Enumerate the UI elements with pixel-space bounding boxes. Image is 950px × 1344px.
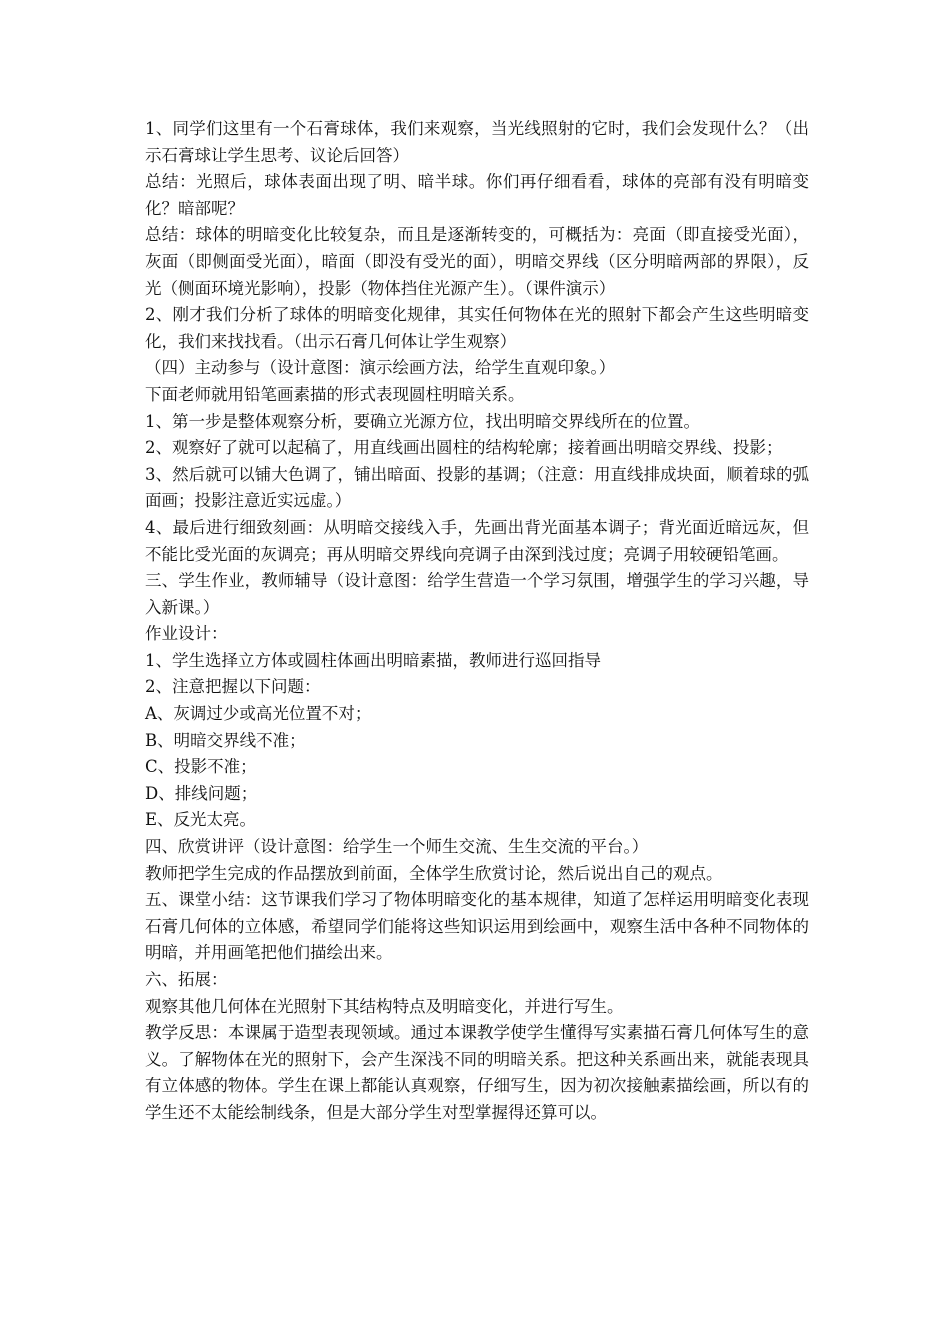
list-item: B、明暗交界线不准； — [145, 730, 306, 750]
section-heading: 六、拓展： — [145, 970, 228, 989]
paragraph: 教师把学生完成的作品摆放到前面，全体学生欣赏讨论，然后说出自己的观点。 — [145, 863, 723, 883]
list-item: 1、学生选择立方体或圆柱体画出明暗素描，教师进行巡回指导 — [145, 650, 601, 670]
list-item: 2、注意把握以下问题： — [145, 677, 321, 697]
section-heading: （四）主动参与（设计意图：演示绘画方法，给学生直观印象。） — [145, 358, 616, 378]
paragraph: 总结：球体的明暗变化比较复杂，而且是逐渐转变的，可概括为：亮面（即直接受光面），灰面（即侧面受光面），暗面（即没有受光的面），明暗交界线（区分明暗两部的界限），反光（侧面环境光影响），投影（物体挡住光源产生）。（课件演示） — [145, 225, 809, 298]
list-item: C、投影不准； — [145, 757, 257, 777]
list-item: D、排线问题； — [145, 783, 258, 803]
list-item: 2、观察好了就可以起稿了，用直线画出圆柱的结构轮廓；接着画出明暗交界线、投影； — [145, 438, 783, 458]
list-item: 3、然后就可以铺大色调了，铺出暗面、投影的基调；（注意：用直线排成块面，顺着球的弧面画；投影注意近实远虚。） — [145, 464, 809, 511]
document-page — [145, 116, 809, 1127]
list-item: 1、第一步是整体观察分析，要确立光源方位，找出明暗交界线所在的位置。 — [145, 411, 700, 431]
paragraph: 2、刚才我们分析了球体的明暗变化规律，其实任何物体在光的照射下都会产生这些明暗变化，我们来找找看。（出示石膏几何体让学生观察） — [145, 305, 809, 351]
paragraph: 教学反思：本课属于造型表现领域。通过本课教学使学生懂得写实素描石膏几何体写生的意义。了解物体在光的照射下，会产生深浅不同的明暗关系。把这种关系画出来，就能表现具有立体感的物体。学生在课上都能认真观察，仔细写生，因为初次接触素描绘画，所以有的学生还不太能绘制线条，但是大部分学生对型掌握得还算可以。 — [145, 1023, 809, 1122]
paragraph: 1、同学们这里有一个石膏球体，我们来观察，当光线照射的它时，我们会发现什么？（出示石膏球让学生思考、议论后回答） — [145, 119, 809, 165]
list-item: 4、最后进行细致刻画：从明暗交接线入手，先画出背光面基本调子；背光面近暗远灰，但不能比受光面的灰调亮；再从明暗交界线向亮调子由深到浅过度；亮调子用较硬铅笔画。 — [145, 517, 809, 564]
list-item: E、反光太亮。 — [145, 810, 257, 830]
paragraph: 作业设计： — [145, 624, 228, 644]
paragraph: 下面老师就用铅笔画素描的形式表现圆柱明暗关系。 — [145, 384, 525, 404]
section-heading: 三、学生作业，教师辅导（设计意图：给学生营造一个学习氛围，增强学生的学习兴趣，导入新课。） — [145, 571, 809, 617]
paragraph: 总结：光照后，球体表面出现了明、暗半球。你们再仔细看看，球体的亮部有没有明暗变化？暗部呢？ — [145, 172, 809, 218]
paragraph: 观察其他几何体在光照射下其结构特点及明暗变化，并进行写生。 — [145, 996, 624, 1016]
list-item: A、灰调过少或高光位置不对； — [145, 704, 372, 724]
section-heading: 五、课堂小结：这节课我们学习了物体明暗变化的基本规律，知道了怎样运用明暗变化表现石膏几何体的立体感，希望同学们能将这些知识运用到绘画中，观察生活中各种不同物体的明暗，并用画笔把他们描绘出来。 — [145, 890, 809, 963]
section-heading: 四、欣赏讲评（设计意图：给学生一个师生交流、生生交流的平台。） — [145, 837, 649, 857]
